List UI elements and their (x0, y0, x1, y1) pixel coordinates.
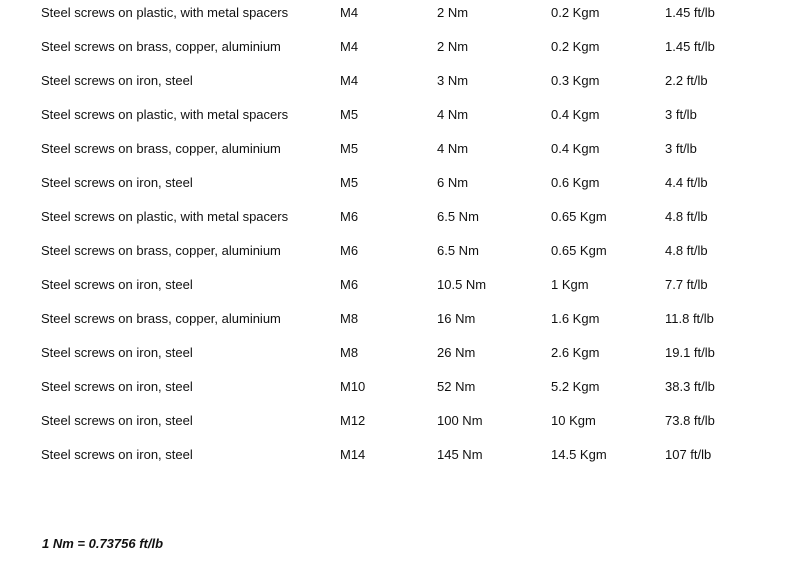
torque-ftlb-cell: 2.2 ft/lb (665, 73, 708, 88)
screw-size-cell: M4 (340, 73, 359, 88)
screw-size-cell: M8 (340, 311, 359, 326)
torque-kgm-cell: 1 Kgm (551, 277, 589, 292)
torque-nm-cell: 52 Nm (437, 379, 476, 394)
table-row (0, 102, 800, 136)
torque-kgm-cell: 1.6 Kgm (551, 311, 600, 326)
screw-size-cell: M14 (340, 447, 366, 462)
torque-kgm-cell: 0.3 Kgm (551, 73, 600, 88)
table-row (0, 374, 800, 408)
torque-ftlb-cell: 7.7 ft/lb (665, 277, 708, 292)
screw-size-cell: M5 (340, 141, 359, 156)
torque-nm-cell: 16 Nm (437, 311, 476, 326)
torque-ftlb-cell: 1.45 ft/lb (665, 5, 715, 20)
torque-nm-cell: 6.5 Nm (437, 243, 479, 258)
torque-ftlb-cell: 107 ft/lb (665, 447, 712, 462)
torque-kgm-cell: 0.6 Kgm (551, 175, 600, 190)
torque-ftlb-cell: 1.45 ft/lb (665, 39, 715, 54)
torque-ftlb-cell: 73.8 ft/lb (665, 413, 715, 428)
material-cell: Steel screws on brass, copper, aluminium (41, 39, 281, 54)
material-cell: Steel screws on brass, copper, aluminium (41, 141, 281, 156)
torque-kgm-cell: 0.65 Kgm (551, 243, 607, 258)
material-cell: Steel screws on plastic, with metal spacers (41, 5, 289, 20)
table-row (0, 68, 800, 102)
torque-nm-cell: 100 Nm (437, 413, 483, 428)
torque-ftlb-cell: 4.8 ft/lb (665, 209, 708, 224)
screw-size-cell: M6 (340, 209, 359, 224)
torque-kgm-cell: 0.4 Kgm (551, 141, 600, 156)
torque-kgm-cell: 0.2 Kgm (551, 5, 600, 20)
torque-kgm-cell: 0.65 Kgm (551, 209, 607, 224)
screw-size-cell: M4 (340, 39, 359, 54)
material-cell: Steel screws on plastic, with metal spacers (41, 209, 289, 224)
torque-ftlb-cell: 4.4 ft/lb (665, 175, 708, 190)
table-row (0, 408, 800, 442)
torque-nm-cell: 4 Nm (437, 107, 469, 122)
screw-size-cell: M12 (340, 413, 366, 428)
material-cell: Steel screws on brass, copper, aluminium (41, 243, 281, 258)
torque-kgm-cell: 0.2 Kgm (551, 39, 600, 54)
screw-size-cell: M8 (340, 345, 359, 360)
screw-size-cell: M10 (340, 379, 366, 394)
material-cell: Steel screws on iron, steel (41, 277, 193, 292)
torque-nm-cell: 2 Nm (437, 5, 469, 20)
torque-ftlb-cell: 3 ft/lb (665, 107, 697, 122)
table-row (0, 442, 800, 476)
torque-nm-cell: 6.5 Nm (437, 209, 479, 224)
material-cell: Steel screws on iron, steel (41, 175, 193, 190)
torque-ftlb-cell: 11.8 ft/lb (665, 311, 714, 326)
torque-nm-cell: 2 Nm (437, 39, 469, 54)
torque-kgm-cell: 2.6 Kgm (551, 345, 600, 360)
screw-size-cell: M4 (340, 5, 359, 20)
table-row (0, 136, 800, 170)
material-cell: Steel screws on iron, steel (41, 379, 193, 394)
material-cell: Steel screws on plastic, with metal spacers (41, 107, 289, 122)
screw-size-cell: M6 (340, 277, 359, 292)
screw-size-cell: M5 (340, 175, 359, 190)
torque-nm-cell: 10.5 Nm (437, 277, 487, 292)
material-cell: Steel screws on iron, steel (41, 73, 193, 88)
torque-nm-cell: 26 Nm (437, 345, 476, 360)
screw-size-cell: M5 (340, 107, 359, 122)
torque-ftlb-cell: 4.8 ft/lb (665, 243, 708, 258)
torque-ftlb-cell: 3 ft/lb (665, 141, 697, 156)
torque-kgm-cell: 0.4 Kgm (551, 107, 600, 122)
table-row (0, 204, 800, 238)
screw-size-cell: M6 (340, 243, 359, 258)
torque-nm-cell: 4 Nm (437, 141, 469, 156)
torque-kgm-cell: 10 Kgm (551, 413, 596, 428)
torque-kgm-cell: 14.5 Kgm (551, 447, 607, 462)
table-row (0, 272, 800, 306)
torque-ftlb-cell: 19.1 ft/lb (665, 345, 715, 360)
material-cell: Steel screws on brass, copper, aluminium (41, 311, 281, 326)
table-row (0, 170, 800, 204)
torque-kgm-cell: 5.2 Kgm (551, 379, 600, 394)
torque-nm-cell: 145 Nm (437, 447, 483, 462)
table-row (0, 306, 800, 340)
table-row (0, 34, 800, 68)
material-cell: Steel screws on iron, steel (41, 345, 193, 360)
table-row (0, 0, 800, 34)
torque-nm-cell: 3 Nm (437, 73, 469, 88)
torque-ftlb-cell: 38.3 ft/lb (665, 379, 715, 394)
material-cell: Steel screws on iron, steel (41, 447, 193, 462)
conversion-footnote: 1 Nm = 0.73756 ft/lb (42, 536, 164, 551)
torque-nm-cell: 6 Nm (437, 175, 469, 190)
table-row (0, 238, 800, 272)
table-row (0, 340, 800, 374)
material-cell: Steel screws on iron, steel (41, 413, 193, 428)
